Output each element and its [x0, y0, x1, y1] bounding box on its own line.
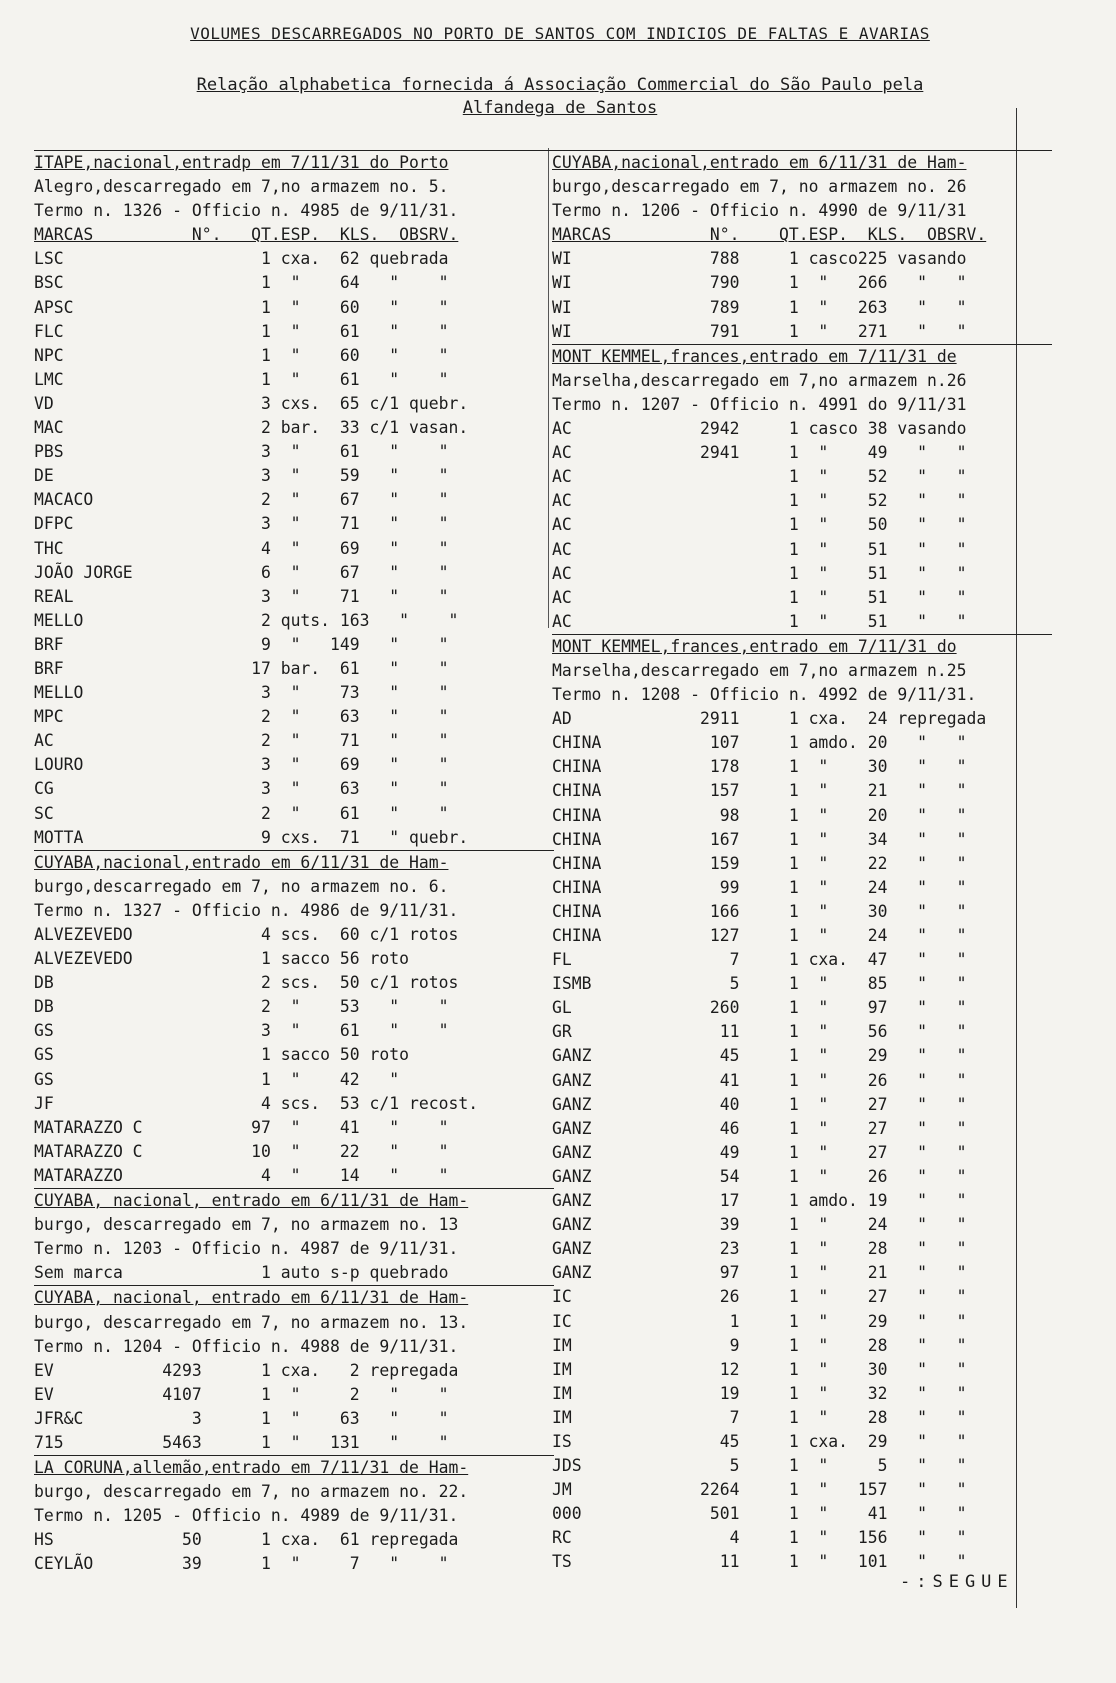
subtitle-line-1: Relação alphabetica fornecida á Associação Commercial do São Paulo pela	[196, 75, 924, 95]
ledger-line: JFR&C 3 1 " 63 " "	[34, 1408, 449, 1428]
ledger-line: WI 791 1 " 271 " "	[552, 321, 967, 341]
ledger-line: IM 7 1 " 28 " "	[552, 1407, 967, 1427]
ledger-line: GL 260 1 " 97 " "	[552, 998, 967, 1018]
ledger-line: burgo,descarregado em 7, no armazem no. 6.	[34, 876, 449, 896]
ledger-line: JF 4 scs. 53 c/1 recost.	[34, 1093, 479, 1113]
ledger-line: burgo, descarregado em 7, no armazem no. 13.	[34, 1312, 469, 1332]
ledger-line: MELLO 2 quts. 163 " "	[34, 610, 459, 630]
continuation-mark: -:SEGUE	[900, 1572, 1014, 1592]
ledger-line: EV 4293 1 cxa. 2 repregada	[34, 1360, 459, 1380]
ledger-line: GS 1 " 42 "	[34, 1069, 400, 1089]
ledger-line: Termo n. 1204 - Officio n. 4988 de 9/11/31.	[34, 1336, 459, 1356]
ledger-line: MOTTA 9 cxs. 71 " quebr.	[34, 827, 469, 847]
ledger-line: DFPC 3 " 71 " "	[34, 514, 449, 534]
ledger-line: GANZ 46 1 " 27 " "	[552, 1118, 967, 1138]
ledger-line: Termo n. 1206 - Officio n. 4990 de 9/11/31	[552, 201, 967, 221]
ledger-line: IC 1 1 " 29 " "	[552, 1311, 967, 1331]
ledger-line: 715 5463 1 " 131 " "	[34, 1432, 449, 1452]
ledger-line: AC 2941 1 " 49 " "	[552, 443, 967, 463]
ledger-line: LOURO 3 " 69 " "	[34, 755, 449, 775]
ledger-line: CHINA 157 1 " 21 " "	[552, 781, 967, 801]
right-column	[552, 150, 1052, 1575]
ledger-line: GANZ 17 1 amdo. 19 " "	[552, 1191, 967, 1211]
ledger-line: GANZ 49 1 " 27 " "	[552, 1142, 967, 1162]
ledger-line: GANZ 40 1 " 27 " "	[552, 1094, 967, 1114]
ledger-line: BSC 1 " 64 " "	[34, 273, 449, 293]
ledger-line: AC 1 " 51 " "	[552, 539, 967, 559]
ledger-line: DB 2 scs. 50 c/1 rotos	[34, 973, 459, 993]
ledger-line: AD 2911 1 cxa. 24 repregada	[552, 709, 987, 729]
ledger-line: Alegro,descarregado em 7,no armazem no. 5.	[34, 177, 449, 197]
ledger-line: AC 1 " 52 " "	[552, 467, 967, 487]
ledger-line: MPC 2 " 63 " "	[34, 707, 449, 727]
ledger-line: REAL 3 " 71 " "	[34, 586, 449, 606]
ship-entry-heading: MONT KEMMEL,frances,entrado em 7/11/31 do	[552, 634, 1052, 659]
ledger-line: GANZ 39 1 " 24 " "	[552, 1215, 967, 1235]
ledger-line: AC 1 " 52 " "	[552, 491, 967, 511]
ledger-line: DB 2 " 53 " "	[34, 997, 449, 1017]
document-subtitle	[120, 74, 1000, 120]
ledger-line: CHINA 99 1 " 24 " "	[552, 877, 967, 897]
ship-entry-heading: ITAPE,nacional,entradp em 7/11/31 do Porto	[34, 150, 554, 175]
ship-entry-heading: CUYABA, nacional, entrado em 6/11/31 de Ham-	[34, 1285, 554, 1310]
ledger-line: DE 3 " 59 " "	[34, 466, 449, 486]
ledger-line: WI 790 1 " 266 " "	[552, 273, 967, 293]
ship-entry-heading: CUYABA,nacional,entrado em 6/11/31 de Ham-	[34, 850, 554, 875]
ledger-line: MATARAZZO C 10 " 22 " "	[34, 1141, 449, 1161]
ledger-line: MAC 2 bar. 33 c/1 vasan.	[34, 418, 469, 438]
ledger-line: CHINA 127 1 " 24 " "	[552, 926, 967, 945]
ledger-line: JM 2264 1 " 157 " "	[552, 1480, 967, 1500]
ledger-line: MATARAZZO C 97 " 41 " "	[34, 1117, 449, 1137]
ledger-line: NPC 1 " 60 " "	[34, 345, 449, 365]
ledger-line: APSC 1 " 60 " "	[34, 297, 449, 317]
ledger-line: CHINA 178 1 " 30 " "	[552, 757, 967, 777]
ledger-line: VD 3 cxs. 65 c/1 quebr.	[34, 393, 469, 413]
ledger-line: MATARAZZO 4 " 14 " "	[34, 1165, 449, 1185]
ledger-line: IM 12 1 " 30 " "	[552, 1359, 967, 1379]
ledger-line: GANZ 23 1 " 28 " "	[552, 1239, 967, 1259]
left-column	[34, 150, 554, 1577]
ship-entry-heading: MONT KEMMEL,frances,entrado em 7/11/31 de	[552, 344, 1052, 369]
document-title: VOLUMES DESCARREGADOS NO PORTO DE SANTOS COM INDICIOS DE FALTAS E AVARIAS	[190, 24, 930, 43]
ledger-line: LMC 1 " 61 " "	[34, 369, 449, 389]
ledger-line: Termo n. 1208 - Officio n. 4992 de 9/11/31.	[552, 685, 977, 705]
ledger-line: burgo, descarregado em 7, no armazem no. 13	[34, 1215, 459, 1235]
ledger-line: GANZ 54 1 " 26 " "	[552, 1166, 967, 1186]
ledger-line: Termo n. 1327 - Officio n. 4986 de 9/11/31.	[34, 900, 459, 920]
ledger-line: MACACO 2 " 67 " "	[34, 490, 449, 510]
ship-entry-heading: LA CORUNA,allemão,entrado em 7/11/31 de Ham-	[34, 1455, 554, 1480]
ledger-line: AC 1 " 51 " "	[552, 611, 967, 631]
ledger-line: Termo n. 1203 - Officio n. 4987 de 9/11/31.	[34, 1239, 459, 1259]
ledger-line: BRF 9 " 149 " "	[34, 634, 449, 654]
ledger-line: ALVEZEVEDO 1 sacco 56 roto	[34, 949, 409, 969]
ledger-line: Marselha,descarregado em 7,no armazem n.26	[552, 370, 967, 390]
ledger-line: CEYLÃO 39 1 " 7 " "	[34, 1554, 449, 1574]
ledger-line: AC 1 " 50 " "	[552, 515, 967, 535]
ledger-line: AC 2 " 71 " "	[34, 731, 449, 751]
ledger-line: burgo, descarregado em 7, no armazem no. 22.	[34, 1482, 469, 1502]
ledger-line: AC 2942 1 casco 38 vasando	[552, 419, 967, 439]
ledger-line: RC 4 1 " 156 " "	[552, 1528, 967, 1548]
table-column-header: MARCAS N°. QT.ESP. KLS. OBSRV.	[34, 225, 459, 245]
ledger-line: IS 45 1 cxa. 29 " "	[552, 1431, 967, 1451]
ledger-line: CHINA 167 1 " 34 " "	[552, 829, 967, 849]
ledger-line: FLC 1 " 61 " "	[34, 321, 449, 341]
ledger-line: WI 789 1 " 263 " "	[552, 297, 967, 317]
table-column-header: MARCAS N°. QT.ESP. KLS. OBSRV.	[552, 225, 987, 245]
ledger-line: PBS 3 " 61 " "	[34, 442, 449, 462]
ledger-line: AC 1 " 51 " "	[552, 563, 967, 583]
ledger-line: IC 26 1 " 27 " "	[552, 1287, 967, 1307]
ledger-line: Sem marca 1 auto s-p quebrado	[34, 1263, 449, 1283]
ledger-line: GR 11 1 " 56 " "	[552, 1022, 967, 1042]
ledger-line: EV 4107 1 " 2 " "	[34, 1384, 449, 1404]
ledger-line: TS 11 1 " 101 " "	[552, 1552, 967, 1572]
ledger-line: CHINA 98 1 " 20 " "	[552, 805, 967, 825]
ledger-line: GANZ 97 1 " 21 " "	[552, 1263, 967, 1283]
ledger-line: HS 50 1 cxa. 61 repregada	[34, 1530, 459, 1550]
ship-entry-heading: CUYABA,nacional,entrado em 6/11/31 de Ham-	[552, 150, 1052, 175]
ledger-line: burgo,descarregado em 7, no armazem no. 26	[552, 177, 967, 197]
ledger-line: LSC 1 cxa. 62 quebrada	[34, 249, 449, 269]
ledger-line: JOÃO JORGE 6 " 67 " "	[34, 562, 449, 582]
ledger-line: CG 3 " 63 " "	[34, 779, 449, 799]
ledger-line: CHINA 107 1 amdo. 20 " "	[552, 733, 967, 753]
ledger-line: WI 788 1 casco225 vasando	[552, 249, 967, 269]
ledger-line: BRF 17 bar. 61 " "	[34, 658, 449, 678]
ledger-line: ALVEZEVEDO 4 scs. 60 c/1 rotos	[34, 925, 459, 944]
ledger-line: Termo n. 1205 - Officio n. 4989 de 9/11/31.	[34, 1506, 459, 1526]
ledger-line: GANZ 41 1 " 26 " "	[552, 1070, 967, 1090]
ledger-line: AC 1 " 51 " "	[552, 587, 967, 607]
ledger-line: GS 1 sacco 50 roto	[34, 1045, 409, 1065]
ledger-line: FL 7 1 cxa. 47 " "	[552, 950, 967, 970]
ledger-line: CHINA 166 1 " 30 " "	[552, 901, 967, 921]
ledger-line: GS 3 " 61 " "	[34, 1021, 449, 1041]
ship-entry-heading: CUYABA, nacional, entrado em 6/11/31 de Ham-	[34, 1188, 554, 1213]
ledger-line: Termo n. 1326 - Officio n. 4985 de 9/11/31.	[34, 201, 459, 221]
ledger-line: MELLO 3 " 73 " "	[34, 683, 449, 703]
ledger-line: JDS 5 1 " 5 " "	[552, 1456, 967, 1476]
ledger-line: THC 4 " 69 " "	[34, 538, 449, 558]
ledger-line: ISMB 5 1 " 85 " "	[552, 974, 967, 994]
ledger-line: IM 19 1 " 32 " "	[552, 1383, 967, 1403]
subtitle-line-2: Alfandega de Santos	[462, 98, 658, 118]
ledger-line: Marselha,descarregado em 7,no armazem n.25	[552, 660, 967, 680]
ledger-line: SC 2 " 61 " "	[34, 803, 449, 823]
ledger-line: CHINA 159 1 " 22 " "	[552, 853, 967, 873]
ledger-line: IM 9 1 " 28 " "	[552, 1335, 967, 1355]
ledger-line: Termo n. 1207 - Officio n. 4991 do 9/11/31	[552, 394, 967, 414]
ledger-line: GANZ 45 1 " 29 " "	[552, 1046, 967, 1066]
ledger-line: 000 501 1 " 41 " "	[552, 1504, 967, 1524]
